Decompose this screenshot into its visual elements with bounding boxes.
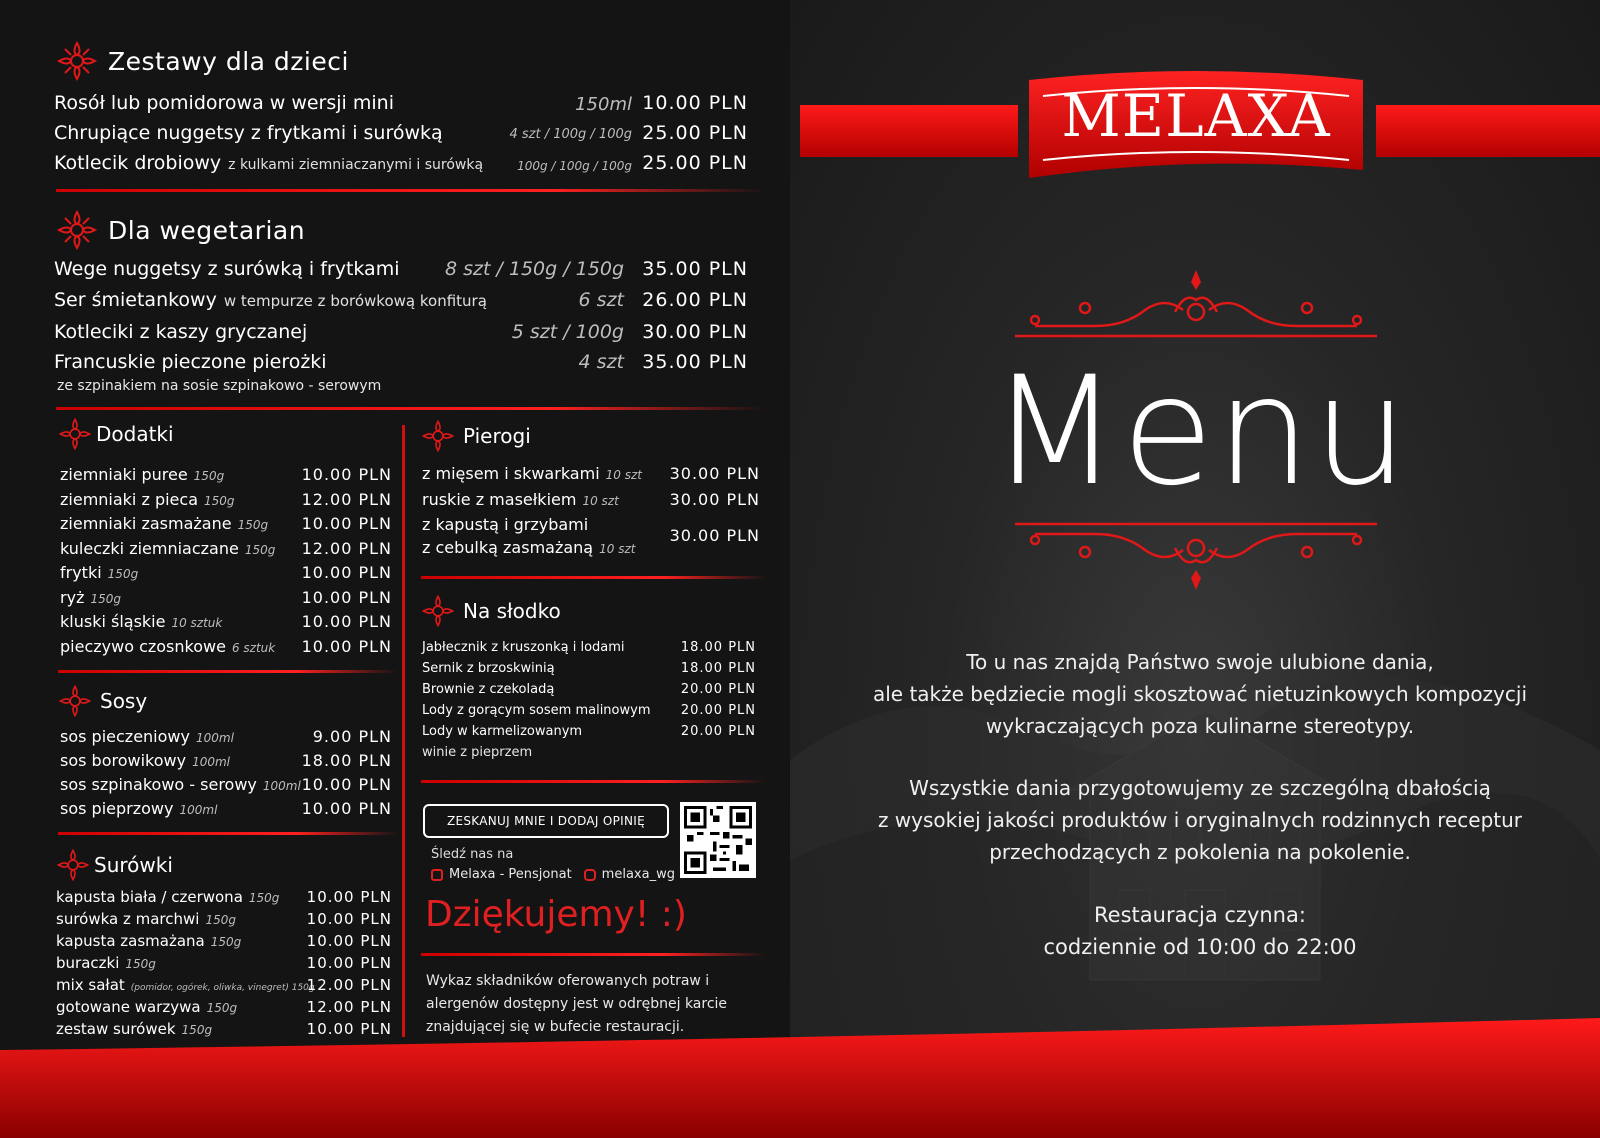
item-name: z mięsem i skwarkami: [422, 464, 600, 483]
item-name: ruskie z masełkiem: [422, 490, 577, 509]
list-item: [54, 351, 327, 373]
hours-value: codziennie od 10:00 do 22:00: [1043, 935, 1357, 959]
item-price: 25.00 PLN: [642, 152, 748, 174]
item-price: 20.00 PLN: [680, 682, 756, 697]
item-size: 150g: [107, 567, 139, 581]
item-size: 6 szt: [578, 289, 624, 311]
item-name: sos borowikowy: [60, 751, 187, 770]
item-price: 12.00 PLN: [301, 489, 392, 509]
divider: [56, 407, 766, 410]
list-item: [60, 539, 275, 558]
ornament-icon: [56, 848, 90, 882]
list-item: [422, 640, 625, 655]
item-size: 100ml: [195, 731, 234, 745]
instagram-link[interactable]: melaxa_wg: [601, 867, 675, 882]
facebook-link[interactable]: Melaxa - Pensjonat: [449, 867, 572, 882]
item-name: Chrupiące nuggetsy z frytkami i surówką: [54, 122, 443, 144]
intro-line: Wszystkie dania przygotowujemy ze szczególną dbałością: [909, 776, 1491, 800]
list-item: [56, 910, 236, 928]
scan-review-button[interactable]: [423, 804, 669, 838]
list-item: [56, 888, 279, 906]
item-size: 10 szt: [582, 494, 619, 508]
item-price: 12.00 PLN: [306, 998, 392, 1016]
item-name: ryż: [60, 587, 85, 607]
list-item: [422, 490, 619, 509]
item-name: sos pieczeniowy: [60, 727, 190, 746]
item-price: 12.00 PLN: [301, 538, 392, 558]
list-item: [60, 490, 235, 509]
item-price: 20.00 PLN: [680, 724, 756, 739]
item-name: Lody w karmelizowanym: [422, 724, 583, 739]
item-price: 18.00 PLN: [301, 751, 392, 770]
item-name: Brownie z czekoladą: [422, 682, 555, 697]
ornament-icon: [56, 209, 98, 251]
item-name-line2: z cebulką zasmażaną: [422, 538, 594, 557]
scan-review-label: ZESKANUJ MNIE I DODAJ OPINIĘ: [446, 814, 645, 828]
item-price: 30.00 PLN: [642, 321, 748, 343]
item-name: zestaw surówek: [56, 1020, 176, 1038]
list-item: [60, 799, 217, 818]
list-item: [422, 661, 555, 676]
item-name: Kotlecik drobiowy: [54, 152, 222, 174]
item-price: 30.00 PLN: [669, 464, 760, 483]
item-price: 30.00 PLN: [669, 490, 760, 509]
thanks-text: Dziękujemy! :): [425, 894, 687, 935]
item-price: 10.00 PLN: [306, 888, 392, 906]
item-size: 150ml: [575, 94, 632, 115]
item-name: sos szpinakowo - serowy: [60, 775, 257, 794]
sweet-title: Na słodko: [463, 599, 561, 623]
item-price: 25.00 PLN: [642, 122, 748, 144]
item-size: 150g: [244, 542, 276, 557]
item-size: 150g: [248, 891, 280, 905]
item-price: 10.00 PLN: [301, 775, 392, 794]
item-price: 35.00 PLN: [642, 351, 748, 373]
divider: [421, 576, 766, 579]
item-price: 10.00 PLN: [306, 910, 392, 928]
pierogi-title: Pierogi: [463, 424, 531, 448]
top-flourish-icon: [1015, 270, 1377, 340]
item-name: Kotleciki z kaszy gryczanej: [54, 321, 308, 343]
sides-section-header: [58, 417, 174, 451]
vege-title: Dla wegetarian: [108, 215, 306, 245]
list-item: [60, 514, 268, 533]
divider: [58, 670, 398, 673]
ornament-icon: [58, 684, 92, 718]
list-item: [56, 954, 156, 972]
item-price: 26.00 PLN: [642, 289, 748, 311]
list-item: [60, 751, 230, 770]
item-name: kapusta biała / czerwona: [56, 888, 243, 906]
item-price: 18.00 PLN: [680, 640, 756, 655]
list-item: [422, 515, 588, 534]
item-desc: z kulkami ziemniaczanymi i surówką: [228, 157, 484, 173]
item-size: 10 szt: [599, 542, 636, 556]
list-item: [54, 152, 483, 174]
list-item: [60, 465, 224, 484]
list-item: [422, 682, 554, 697]
list-item: [54, 289, 487, 311]
item-name: gotowane warzywa: [56, 998, 201, 1016]
item-price: 18.00 PLN: [680, 661, 756, 676]
item-size: 6 sztuk: [231, 640, 276, 655]
intro-line: To u nas znajdą Państwo swoje ulubione dania,: [966, 650, 1434, 674]
list-item: [422, 703, 650, 718]
list-item: [60, 775, 301, 794]
item-size: 4 szt: [578, 351, 624, 373]
salads-section-header: [56, 848, 173, 882]
item-price: 35.00 PLN: [642, 258, 748, 280]
item-price: 10.00 PLN: [301, 563, 392, 582]
divider: [56, 189, 766, 192]
list-item: [54, 92, 394, 114]
intro-line: wykraczających poza kulinarne stereotypy.: [985, 714, 1415, 738]
intro-paragraph-1: [840, 646, 1560, 742]
item-name: ziemniaki puree: [60, 465, 188, 484]
list-item: [54, 321, 307, 343]
list-item: [60, 727, 234, 746]
ornament-icon: [58, 417, 92, 451]
item-size: 10 szt: [605, 468, 642, 482]
sides-title: Dodatki: [96, 422, 174, 446]
list-item: [54, 122, 443, 144]
item-size: (pomidor, ogórek, oliwka, vinegret) 150g: [130, 983, 315, 993]
bottom-flourish-icon: [1015, 520, 1377, 590]
logo-text: MELAXA: [1061, 82, 1331, 150]
list-item: [60, 588, 121, 607]
opening-hours: [840, 899, 1560, 963]
item-price: 10.00 PLN: [306, 1020, 392, 1038]
list-item: [56, 932, 241, 950]
item-size: 150g: [125, 957, 156, 971]
item-price: 10.00 PLN: [301, 612, 392, 631]
item-size: 100ml: [262, 779, 301, 793]
item-size: 150g: [204, 493, 235, 508]
sauces-title: Sosy: [100, 689, 148, 713]
qr-code-icon[interactable]: [680, 802, 756, 878]
item-price: 9.00 PLN: [312, 727, 392, 746]
intro-line: z wysokiej jakości produktów i oryginalnych rodzinnych receptur: [877, 808, 1523, 832]
item-name: Francuskie pieczone pierożki: [54, 351, 327, 373]
item-name: kluski śląskie: [60, 612, 166, 631]
menu-title: Menu: [990, 345, 1410, 519]
item-size: 150g: [193, 469, 225, 483]
facebook-icon[interactable]: [431, 869, 443, 881]
banner-right: [1376, 105, 1600, 157]
item-size: 150g: [90, 591, 121, 606]
sweet-section-header: [421, 594, 561, 628]
item-price: 30.00 PLN: [669, 526, 760, 545]
hours-label: Restauracja czynna:: [1094, 903, 1306, 927]
list-item: [56, 976, 315, 994]
item-price: 10.00 PLN: [306, 954, 392, 972]
item-price: 10.00 PLN: [301, 799, 392, 818]
item-name: Sernik z brzoskwinią: [422, 661, 555, 676]
divider: [421, 780, 766, 783]
item-name: kapusta zasmażana: [56, 932, 205, 950]
item-name: Lody z gorącym sosem malinowym: [422, 703, 651, 718]
item-size: 8 szt / 150g / 150g: [444, 258, 624, 280]
list-item: [422, 464, 642, 483]
item-price: 10.00 PLN: [301, 587, 392, 607]
item-name: Jabłecznik z kruszonką i lodami: [422, 640, 625, 655]
list-item: [54, 258, 400, 280]
item-name: pieczywo czosnkowe: [60, 636, 226, 656]
item-name: Wege nuggetsy z surówką i frytkami: [54, 258, 400, 280]
list-item: [60, 637, 275, 656]
pierogi-section-header: [421, 419, 531, 453]
salads-title: Surówki: [94, 853, 173, 877]
vege-section-header: [56, 209, 305, 251]
item-desc: w tempurze z borówkową konfiturą: [223, 292, 487, 310]
social-links: [431, 867, 675, 882]
item-subtitle: ze szpinakiem na sosie szpinakowo - serowym: [57, 378, 382, 394]
follow-label: Śledź nas na: [431, 847, 514, 862]
column-divider: [402, 425, 405, 1037]
item-size: 100g / 100g / 100g: [517, 159, 632, 173]
item-name: buraczki: [56, 954, 120, 972]
item-name: kuleczki ziemniaczane: [60, 538, 239, 558]
kids-section-header: [56, 40, 349, 82]
ornament-icon: [421, 594, 455, 628]
item-name: ziemniaki z pieca: [60, 489, 198, 509]
intro-line: przechodzących z pokolenia na pokolenie.: [989, 840, 1411, 864]
item-name-line2: winie z pieprzem: [422, 745, 533, 760]
list-item: [422, 724, 582, 739]
allergen-note: Wykaz składników oferowanych potraw i alergenów dostępny jest w odrębnej karcie znajdującej się w bufecie restauracji.: [426, 973, 728, 1035]
item-price: 10.00 PLN: [301, 636, 392, 656]
item-size: 150g: [181, 1023, 213, 1037]
item-size: 150g: [205, 913, 236, 927]
list-item-line2: [422, 538, 635, 557]
item-name: mix sałat: [56, 976, 125, 994]
item-price: 10.00 PLN: [306, 932, 392, 950]
item-size: 100ml: [192, 755, 231, 769]
item-name: sos pieprzowy: [60, 799, 174, 818]
item-size: 5 szt / 100g: [511, 321, 624, 343]
item-name: surówka z marchwi: [56, 910, 200, 928]
item-size: 150g: [237, 518, 269, 532]
sauces-section-header: [58, 684, 147, 718]
item-price: 10.00 PLN: [642, 92, 748, 114]
item-size: 150g: [210, 935, 242, 949]
item-size: 10 sztuk: [171, 616, 223, 630]
list-item: [60, 612, 222, 631]
banner-left: [800, 105, 1018, 157]
ornament-icon: [421, 419, 455, 453]
item-name: frytki: [60, 563, 102, 582]
item-price: 10.00 PLN: [301, 514, 392, 533]
divider: [58, 832, 398, 835]
item-name: Rosół lub pomidorowa w wersji mini: [54, 92, 394, 114]
item-size: 150g: [206, 1001, 238, 1015]
item-name: ziemniaki zasmażane: [60, 514, 232, 533]
item-size: 100ml: [179, 803, 218, 817]
item-name: z kapustą i grzybami: [422, 515, 589, 534]
kids-title: Zestawy dla dzieci: [108, 46, 349, 76]
ornament-icon: [56, 40, 98, 82]
item-price: 12.00 PLN: [306, 976, 392, 994]
list-item: [60, 563, 138, 582]
item-size: 4 szt / 100g / 100g: [509, 127, 632, 142]
item-price: 10.00 PLN: [301, 465, 392, 484]
bottom-wave: [0, 1010, 1600, 1138]
instagram-icon[interactable]: [584, 869, 596, 881]
item-name: Ser śmietankowy: [54, 289, 217, 311]
item-price: 20.00 PLN: [680, 703, 756, 718]
intro-paragraph-2: [840, 772, 1560, 868]
divider: [421, 953, 766, 956]
intro-line: ale także będziecie mogli skosztować nietuzinkowych kompozycji: [872, 682, 1528, 706]
